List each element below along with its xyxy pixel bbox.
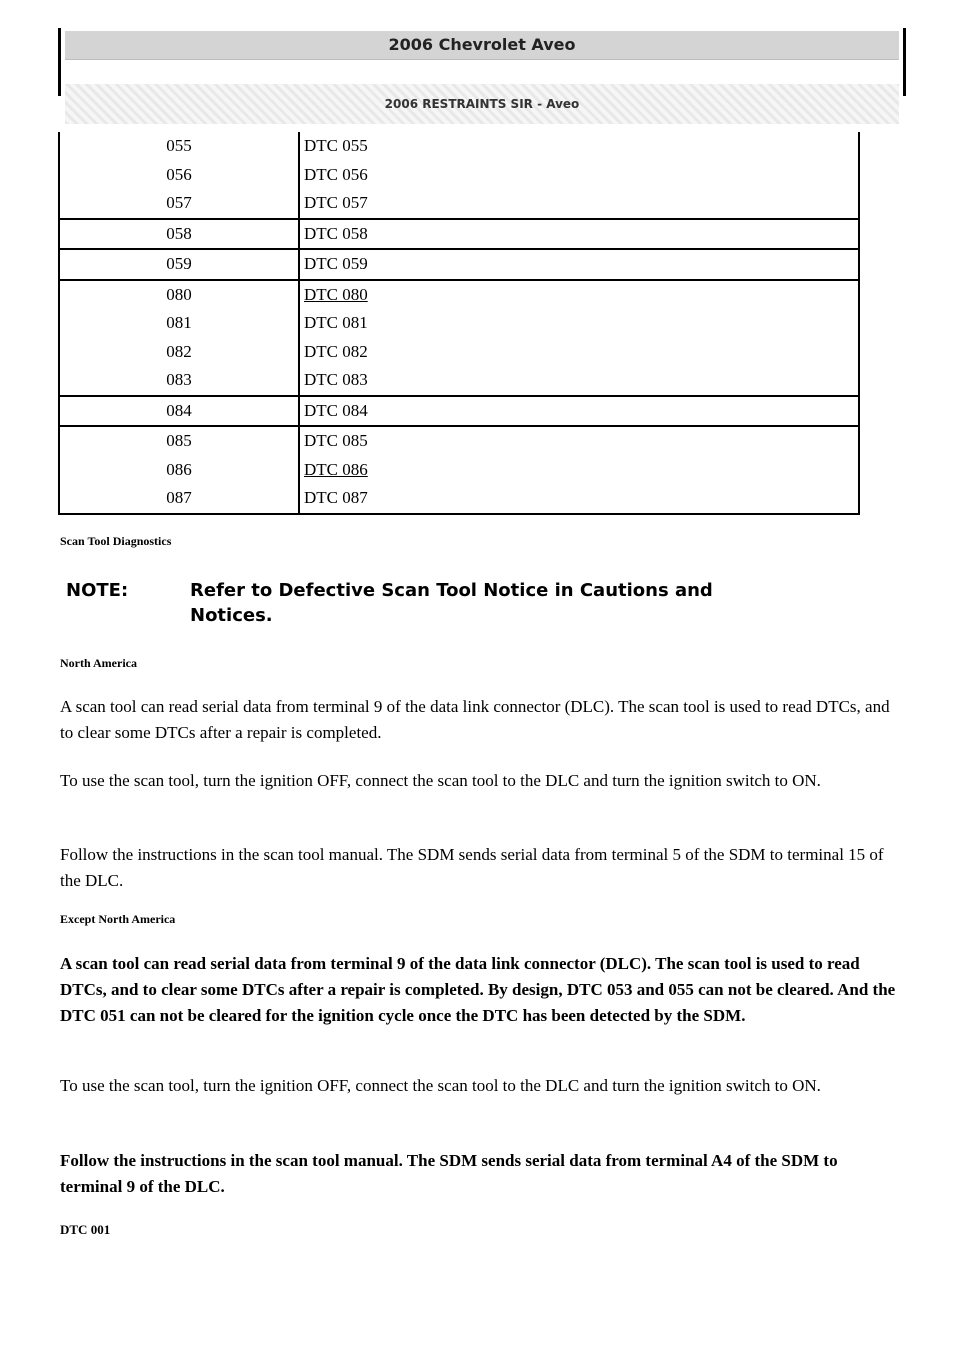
note-label: NOTE: <box>66 580 129 601</box>
dtc-description-cell: DTC 082 <box>299 338 859 367</box>
table-row <box>59 249 859 280</box>
table-row <box>59 309 859 338</box>
table-row <box>59 338 859 367</box>
table-row <box>59 132 859 161</box>
dtc-description-cell: DTC 056 <box>299 161 859 190</box>
dtc-description-cell: DTC 085 <box>299 426 859 456</box>
table-row <box>59 280 859 310</box>
dtc-description-cell: DTC 059 <box>299 249 859 280</box>
dtc-code-cell: 056 <box>59 161 299 190</box>
except-north-america-heading: Except North America <box>60 912 176 926</box>
table-row <box>59 366 859 396</box>
dtc-code-cell: 059 <box>59 249 299 280</box>
dtc-description-cell: DTC 083 <box>299 366 859 396</box>
na-paragraph-2: To use the scan tool, turn the ignition OFF, connect the scan tool to the DLC and turn the ignition switch to ON. <box>60 771 821 790</box>
table-row <box>59 219 859 250</box>
dtc-description-cell: DTC 058 <box>299 219 859 250</box>
page-header <box>58 28 906 111</box>
ena-paragraph-3: Follow the instructions in the scan tool manual. The SDM sends serial data from terminal A4 of the SDM to terminal 9 of the DLC. <box>60 1151 838 1196</box>
dtc-code-cell: 081 <box>59 309 299 338</box>
table-row <box>59 426 859 456</box>
table-row <box>59 456 859 485</box>
dtc-code-cell: 055 <box>59 132 299 161</box>
dtc-link[interactable]: DTC 086 <box>304 459 368 479</box>
na-paragraph-3: Follow the instructions in the scan tool manual. The SDM sends serial data from terminal 5 of the SDM to terminal 15 of the DLC. <box>60 845 884 890</box>
dtc-description-cell[interactable] <box>299 456 859 485</box>
dtc-description-cell: DTC 057 <box>299 189 859 219</box>
dtc-code-cell: 058 <box>59 219 299 250</box>
table-row <box>59 484 859 514</box>
dtc-code-cell: 083 <box>59 366 299 396</box>
dtc-description-cell: DTC 084 <box>299 396 859 427</box>
dtc-description-cell[interactable] <box>299 280 859 310</box>
dtc-code-cell: 087 <box>59 484 299 514</box>
dtc-code-cell: 086 <box>59 456 299 485</box>
ena-paragraph-1: A scan tool can read serial data from terminal 9 of the data link connector (DLC). The scan tool is used to read DTCs, and to clear some DTCs after a repair is completed. By design, DTC 053 and 055 can not be cleared. And the DTC 051 can not be cleared for the ignition cycle once the DTC has been detected by the SDM. <box>60 954 896 1025</box>
dtc-code-cell: 085 <box>59 426 299 456</box>
dtc-description-cell: DTC 055 <box>299 132 859 161</box>
north-america-heading: North America <box>60 656 137 670</box>
ena-paragraph-2: To use the scan tool, turn the ignition OFF, connect the scan tool to the DLC and turn the ignition switch to ON. <box>60 1076 821 1095</box>
dtc-code-cell: 084 <box>59 396 299 427</box>
table-row <box>59 396 859 427</box>
document-subtitle: 2006 RESTRAINTS SIR - Aveo <box>65 84 899 124</box>
table-row <box>59 161 859 190</box>
dtc-link[interactable]: DTC 080 <box>304 284 368 304</box>
note-text: Refer to Defective Scan Tool Notice in Cautions and Notices. <box>190 580 713 626</box>
next-section-heading: DTC 001 <box>60 1222 111 1237</box>
table-row <box>59 189 859 219</box>
dtc-code-cell: 082 <box>59 338 299 367</box>
document-title: 2006 Chevrolet Aveo <box>65 31 899 60</box>
dtc-code-cell: 080 <box>59 280 299 310</box>
scan-tool-heading: Scan Tool Diagnostics <box>60 534 172 548</box>
dtc-description-cell: DTC 081 <box>299 309 859 338</box>
dtc-description-cell: DTC 087 <box>299 484 859 514</box>
dtc-code-cell: 057 <box>59 189 299 219</box>
dtc-table <box>58 132 860 515</box>
na-paragraph-1: A scan tool can read serial data from terminal 9 of the data link connector (DLC). The scan tool is used to read DTCs, and to clear some DTCs after a repair is completed. <box>60 697 890 742</box>
